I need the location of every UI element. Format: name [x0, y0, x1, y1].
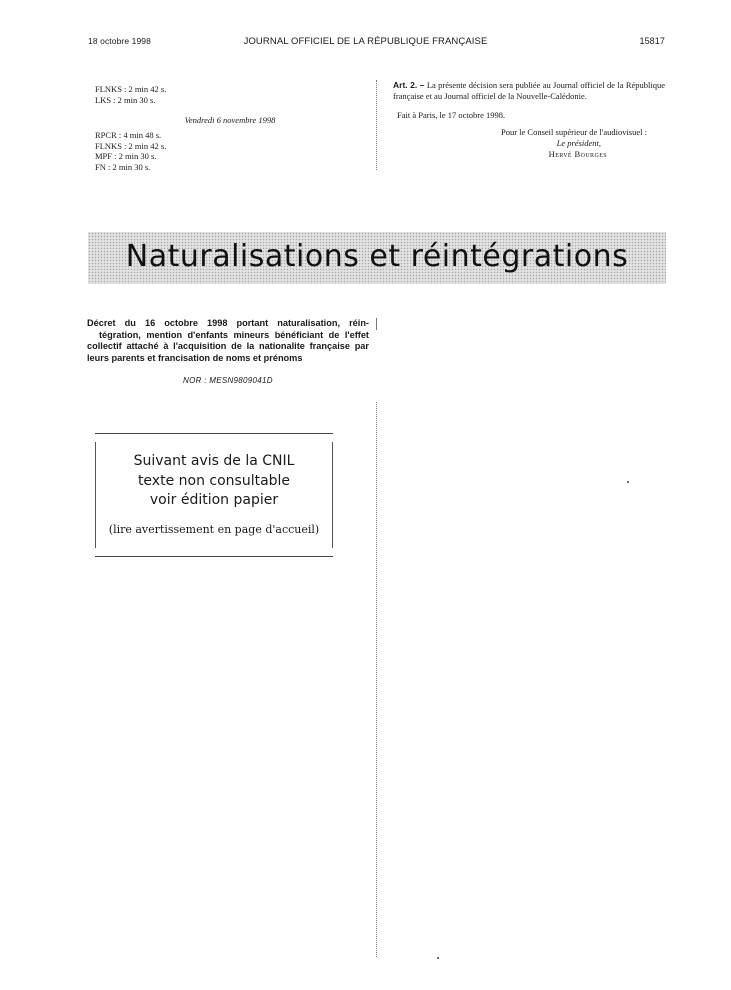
decret-heading	[87, 318, 369, 364]
timing-line: FLNKS : 2 min 42 s.	[95, 140, 167, 151]
timing-line: FLNKS : 2 min 42 s.	[95, 84, 167, 94]
article-paragraph	[393, 80, 665, 102]
decret-body: tégration, mention d'enfants mineurs bénéficiant de l'effet collectif attaché à l'acquisition de la nationalite française par leurs parents et francisation de noms et prénoms	[87, 329, 369, 363]
decret-first-line: Décret du 16 octobre 1998 portant naturalisation, réin-	[87, 318, 369, 328]
column-rule-top	[376, 80, 377, 170]
timing-line: RPCR : 4 min 48 s.	[95, 130, 162, 140]
timing-line: MPF : 2 min 30 s.	[95, 151, 157, 161]
scan-speck	[627, 481, 629, 483]
signature-title: Le président,	[556, 138, 601, 148]
timing-list-top	[95, 84, 166, 105]
scan-speck	[437, 957, 439, 959]
section-title: Naturalisations et réintégrations	[125, 239, 629, 274]
signature-block	[393, 127, 665, 160]
header-page-number: 15817	[639, 36, 665, 46]
decret-rule	[376, 318, 377, 330]
timing-list-bottom	[95, 130, 166, 172]
timing-line: LKS : 2 min 30 s.	[95, 94, 156, 105]
section-banner	[88, 232, 666, 284]
timing-line: FN : 2 min 30 s.	[95, 161, 151, 172]
header-date: 18 octobre 1998	[88, 36, 151, 46]
nor-reference: NOR : MESN9809041D	[183, 376, 273, 385]
signature-name: Hervé Bourges	[548, 149, 607, 159]
fait-line: Fait à Paris, le 17 octobre 1998.	[397, 110, 506, 120]
column-rule-main	[376, 402, 377, 957]
cnil-message	[95, 452, 333, 511]
article-text: La présente décision sera publiée au Journal officiel de la République française et au Journal officiel de la Nouvelle-Calédonie.	[393, 80, 666, 101]
cnil-line: texte non consultable	[137, 472, 291, 489]
cnil-line: voir édition papier	[149, 492, 279, 508]
date-heading: Vendredi 6 novembre 1998	[184, 115, 276, 125]
cnil-note: (lire avertissement en page d'accueil)	[108, 523, 320, 536]
article-label: Art. 2. –	[393, 80, 425, 90]
cnil-notice-box	[95, 433, 333, 557]
article-block	[393, 80, 665, 160]
header-journal-title: JOURNAL OFFICIEL DE LA RÉPUBLIQUE FRANÇAISE	[243, 36, 488, 47]
cnil-line: Suivant avis de la CNIL	[133, 453, 295, 469]
signature-role: Pour le Conseil supérieur de l'audiovisuel :	[500, 127, 647, 137]
